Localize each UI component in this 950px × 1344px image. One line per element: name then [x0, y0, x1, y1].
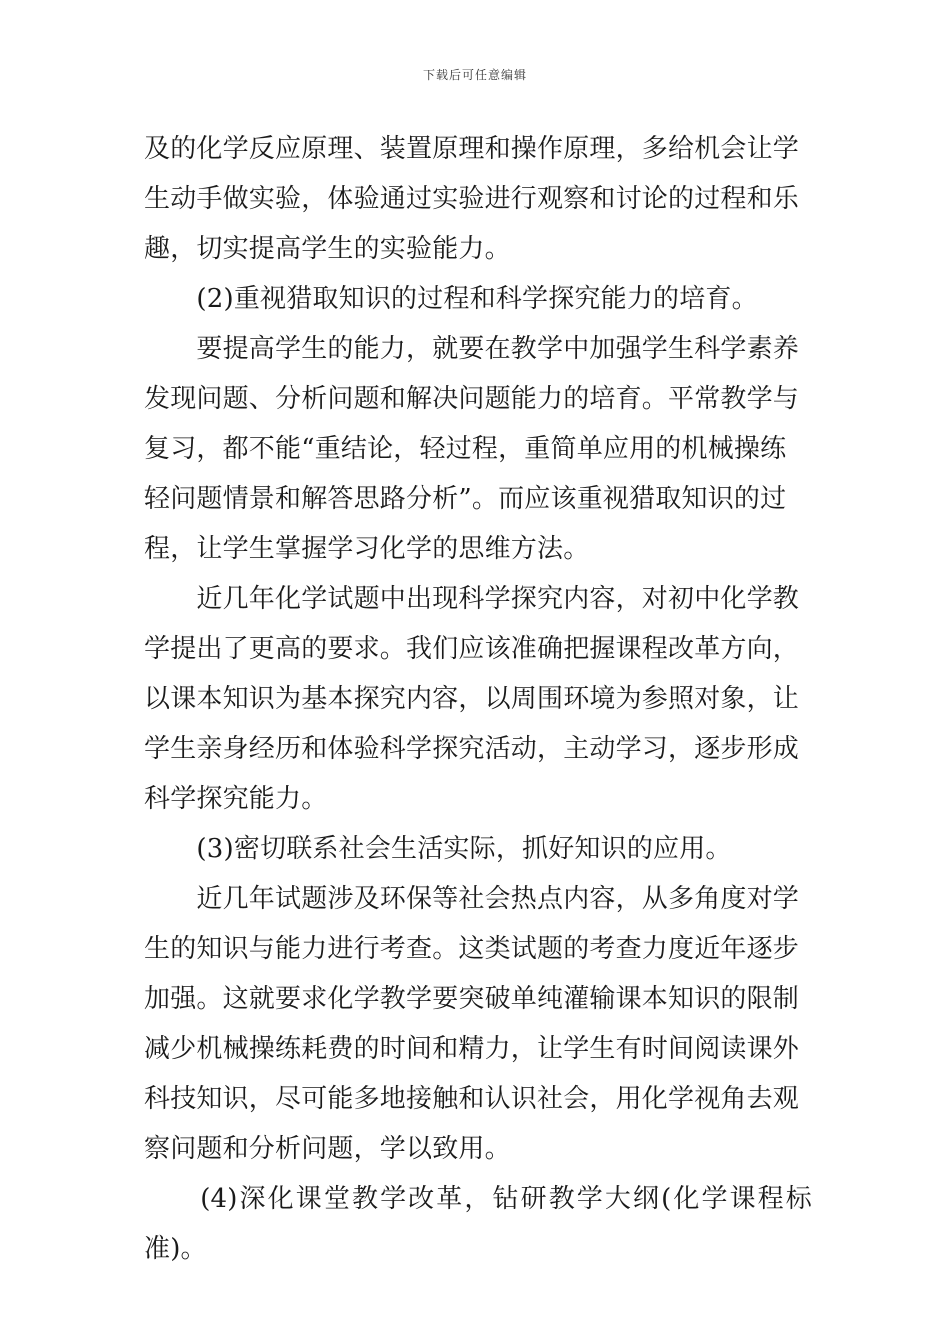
paragraph-3: 要提高学生的能力，就要在教学中加强学生科学素养 发现问题、分析问题和解决问题能力的培育。平常教学与 复习，都不能“重结论，轻过程，重简单应用的机械操练 轻问题情景和解答思路分析”。而应该重视猎取知识的过 程，让学生掌握学习化学的思维方法。 [144, 334, 800, 564]
paragraph-5-heading: (3)密切联系社会生活实际，抓好知识的应用。 [144, 834, 732, 864]
paragraph-4: 近几年化学试题中出现科学探究内容，对初中化学教 学提出了更高的要求。我们应该准确把握课程改革方向， 以课本知识为基本探究内容，以周围环境为参照对象，让 学生亲身经历和体验科学探究活动，主动学习，逐步形成 科学探究能力。 [144, 584, 800, 814]
paragraph-6: 近几年试题涉及环保等社会热点内容，从多角度对学 生的知识与能力进行考查。这类试题的考查力度近年逐步 加强。这就要求化学教学要突破单纯灌输课本知识的限制 减少机械操练耗费的时间和精力，让学生有时间阅读课外 科技知识，尽可能多地接触和认识社会，用化学视角去观 察问题和分析问题，学以致用。 [144, 884, 800, 1164]
page-header-note: 下载后可任意编辑 [422, 68, 527, 82]
paragraph-2-heading: (2)重视猎取知识的过程和科学探究能力的培育。 [144, 284, 758, 314]
paragraph-1: 及的化学反应原理、装置原理和操作原理，多给机会让学 生动手做实验，体验通过实验进行观察和讨论的过程和乐 趣，切实提高学生的实验能力。 [144, 134, 800, 264]
paragraph-7-heading: (4)深化课堂教学改革，钻研教学大纲(化学课程标准)。 [144, 1184, 812, 1264]
document-body [144, 124, 812, 1274]
